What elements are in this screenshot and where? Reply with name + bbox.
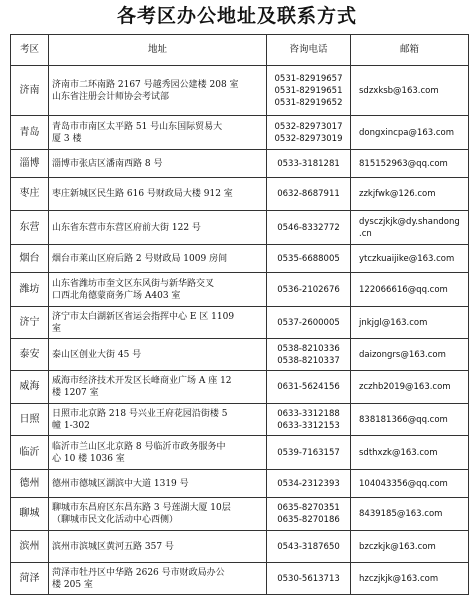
phone-cell-line: 0534-2312393 [277, 478, 340, 489]
phone-cell [267, 531, 351, 563]
email-cell-line: 815152963@qq.com [359, 158, 448, 169]
address-cell-line: 德州市德城区湖滨中大道 1319 号 [52, 478, 189, 489]
address-cell [49, 307, 267, 339]
header-phone: 咨询电话 [267, 35, 351, 66]
email-cell [351, 211, 469, 245]
phone-cell [267, 563, 351, 595]
phone-cell [267, 178, 351, 211]
phone-cell [267, 371, 351, 404]
address-cell [49, 339, 267, 371]
address-cell [49, 563, 267, 595]
phone-cell [267, 150, 351, 178]
area-cell: 聊城 [11, 498, 49, 531]
table-header-row [11, 35, 469, 66]
table-row [11, 116, 469, 150]
email-cell-line: daizongrs@163.com [359, 349, 446, 360]
area-cell: 滨州 [11, 531, 49, 563]
email-cell [351, 66, 469, 116]
address-cell [49, 245, 267, 273]
area-cell: 东营 [11, 211, 49, 245]
phone-cell-line: 0533-3181281 [277, 158, 340, 169]
address-cell-line: 山东省注册会计师协会考试部 [52, 91, 170, 102]
header-address: 地址 [49, 35, 267, 66]
address-cell-line: 烟台市莱山区府后路 2 号财政局 1009 房间 [52, 253, 228, 264]
email-cell-line: hzczjkjk@163.com [359, 573, 439, 584]
header-email: 邮箱 [351, 35, 469, 66]
phone-cell [267, 307, 351, 339]
address-cell [49, 66, 267, 116]
address-cell-line: 枣庄新城区民生路 616 号财政局大楼 912 室 [52, 189, 233, 199]
address-cell-line: 山东省潍坊市奎文区东风街与新华路交叉 [52, 278, 215, 289]
email-cell-line: zzkjfwk@126.com [359, 189, 436, 199]
email-cell [351, 307, 469, 339]
phone-cell-line: 0531-82919651 [274, 85, 343, 96]
email-cell-line: 838181366@qq.com [359, 414, 448, 425]
phone-cell [267, 436, 351, 470]
phone-cell-line: 0535-6688005 [277, 253, 340, 264]
area-cell: 枣庄 [11, 178, 49, 211]
phone-cell-line: 0537-2600005 [277, 317, 340, 328]
address-cell-line: 菏泽市牡丹区中华路 2626 号市财政局办公 [52, 567, 225, 578]
phone-cell [267, 66, 351, 116]
address-cell [49, 273, 267, 307]
address-cell-line: 泰山区创业大街 45 号 [52, 349, 142, 360]
address-cell [49, 211, 267, 245]
phone-cell-line: 0536-2102676 [277, 284, 340, 295]
phone-cell [267, 339, 351, 371]
phone-cell-line: 0531-82919652 [274, 97, 343, 108]
table-row [11, 563, 469, 595]
address-cell-line: 楼 205 室 [52, 579, 93, 590]
email-cell-line: 8439185@163.com [359, 509, 443, 519]
area-cell: 泰安 [11, 339, 49, 371]
phone-cell [267, 273, 351, 307]
area-cell: 德州 [11, 470, 49, 498]
address-cell-line: 日照市北京路 218 号兴业王府花园沿街楼 5 [52, 408, 228, 419]
email-cell [351, 339, 469, 371]
email-cell [351, 178, 469, 211]
page-title: 各考区办公地址及联系方式 [116, 5, 357, 27]
email-cell-line: jnkjgl@163.com [359, 317, 428, 328]
address-cell-line: 心 10 楼 1036 室 [52, 453, 125, 464]
email-cell [351, 371, 469, 404]
email-cell-line: 104043356@qq.com [359, 478, 448, 489]
area-cell: 潍坊 [11, 273, 49, 307]
area-cell: 青岛 [11, 116, 49, 150]
table-row [11, 371, 469, 404]
email-cell-line: dongxincpa@163.com [359, 127, 455, 138]
address-cell [49, 404, 267, 436]
email-cell [351, 150, 469, 178]
table-row [11, 470, 469, 498]
email-cell [351, 498, 469, 531]
phone-cell [267, 245, 351, 273]
address-cell-line: （聊城市民文化活动中心西侧） [52, 515, 179, 525]
phone-cell [267, 404, 351, 436]
table-row [11, 66, 469, 116]
email-cell [351, 273, 469, 307]
address-cell [49, 531, 267, 563]
email-cell-line: dysczjkjk@dy.shandong [359, 216, 460, 227]
phone-cell [267, 470, 351, 498]
table-row [11, 531, 469, 563]
email-cell-line: 122066616@qq.com [359, 284, 448, 295]
phone-cell [267, 116, 351, 150]
phone-cell-line: 0531-82919657 [274, 73, 343, 84]
address-cell-line: 室 [52, 323, 62, 334]
area-cell: 淄博 [11, 150, 49, 178]
email-cell [351, 245, 469, 273]
table-row [11, 273, 469, 307]
email-cell [351, 563, 469, 595]
table-row [11, 339, 469, 371]
area-cell: 日照 [11, 404, 49, 436]
email-cell-line: bzczkjk@163.com [359, 541, 436, 552]
address-cell-line: 青岛市市南区太平路 51 号山东国际贸易大 [52, 121, 223, 132]
address-cell-line: 威海市经济技术开发区长峰商业广场 A 座 12 [52, 376, 232, 386]
email-cell [351, 116, 469, 150]
table-row [11, 498, 469, 531]
table-row [11, 436, 469, 470]
phone-cell-line: 0633-3312188 [277, 408, 340, 419]
phone-cell [267, 211, 351, 245]
table-row [11, 245, 469, 273]
email-cell [351, 404, 469, 436]
email-cell-line: sdzxksb@163.com [359, 85, 439, 96]
phone-cell-line: 0635-8270186 [277, 515, 340, 525]
address-cell-line: 济宁市太白湖新区省运会指挥中心 E 区 1109 [52, 311, 235, 322]
address-cell-line: 厦 3 楼 [52, 133, 82, 144]
address-cell-line: 口西北角德蒙商务广场 A403 室 [52, 290, 181, 301]
address-cell-line: 临沂市兰山区北京路 8 号临沂市政务服务中 [52, 441, 226, 452]
table-row [11, 211, 469, 245]
phone-cell-line: 0543-3187650 [277, 541, 340, 552]
phone-cell-line: 0530-5613713 [277, 573, 340, 584]
address-cell [49, 116, 267, 150]
email-cell-line: ytczkuaijike@163.com [359, 253, 455, 264]
address-cell-line: 幢 1-302 [52, 420, 90, 431]
address-cell-line: 楼 1207 室 [52, 388, 99, 398]
contact-table [10, 34, 469, 595]
address-cell [49, 150, 267, 178]
area-cell: 济南 [11, 66, 49, 116]
area-cell: 烟台 [11, 245, 49, 273]
email-cell-line: zczhb2019@163.com [359, 382, 451, 392]
area-cell: 菏泽 [11, 563, 49, 595]
email-cell [351, 470, 469, 498]
email-cell-line: .cn [359, 228, 372, 239]
phone-cell-line: 0532-82973017 [274, 121, 343, 132]
phone-cell-line: 0532-82973019 [274, 133, 343, 144]
address-cell [49, 470, 267, 498]
area-cell: 济宁 [11, 307, 49, 339]
address-cell [49, 371, 267, 404]
address-cell [49, 436, 267, 470]
table-row [11, 404, 469, 436]
email-cell [351, 531, 469, 563]
email-cell-line: sdthxzk@163.com [359, 447, 438, 458]
address-cell-line: 济南市二环南路 2167 号越秀园公建楼 208 室 [52, 79, 239, 90]
address-cell-line: 聊城市东昌府区东昌东路 3 号莲湖大厦 10层 [52, 503, 231, 513]
address-cell-line: 淄博市张店区潘南西路 8 号 [52, 158, 163, 169]
address-cell-line: 山东省东营市东营区府前大街 122 号 [52, 222, 201, 233]
table-row [11, 150, 469, 178]
phone-cell-line: 0539-7163157 [277, 447, 340, 458]
phone-cell [267, 498, 351, 531]
email-cell [351, 436, 469, 470]
phone-cell-line: 0631-5624156 [277, 382, 340, 392]
address-cell [49, 498, 267, 531]
address-cell [49, 178, 267, 211]
phone-cell-line: 0633-3312153 [277, 420, 340, 431]
header-area: 考区 [11, 35, 49, 66]
table-row [11, 307, 469, 339]
area-cell: 临沂 [11, 436, 49, 470]
phone-cell-line: 0546-8332772 [277, 222, 340, 233]
phone-cell-line: 0538-8210336 [277, 343, 340, 354]
table-row [11, 178, 469, 211]
address-cell-line: 滨州市滨城区黄河五路 357 号 [52, 541, 174, 552]
phone-cell-line: 0635-8270351 [277, 503, 340, 513]
phone-cell-line: 0632-8687911 [277, 189, 340, 199]
area-cell: 威海 [11, 371, 49, 404]
phone-cell-line: 0538-8210337 [277, 355, 340, 366]
